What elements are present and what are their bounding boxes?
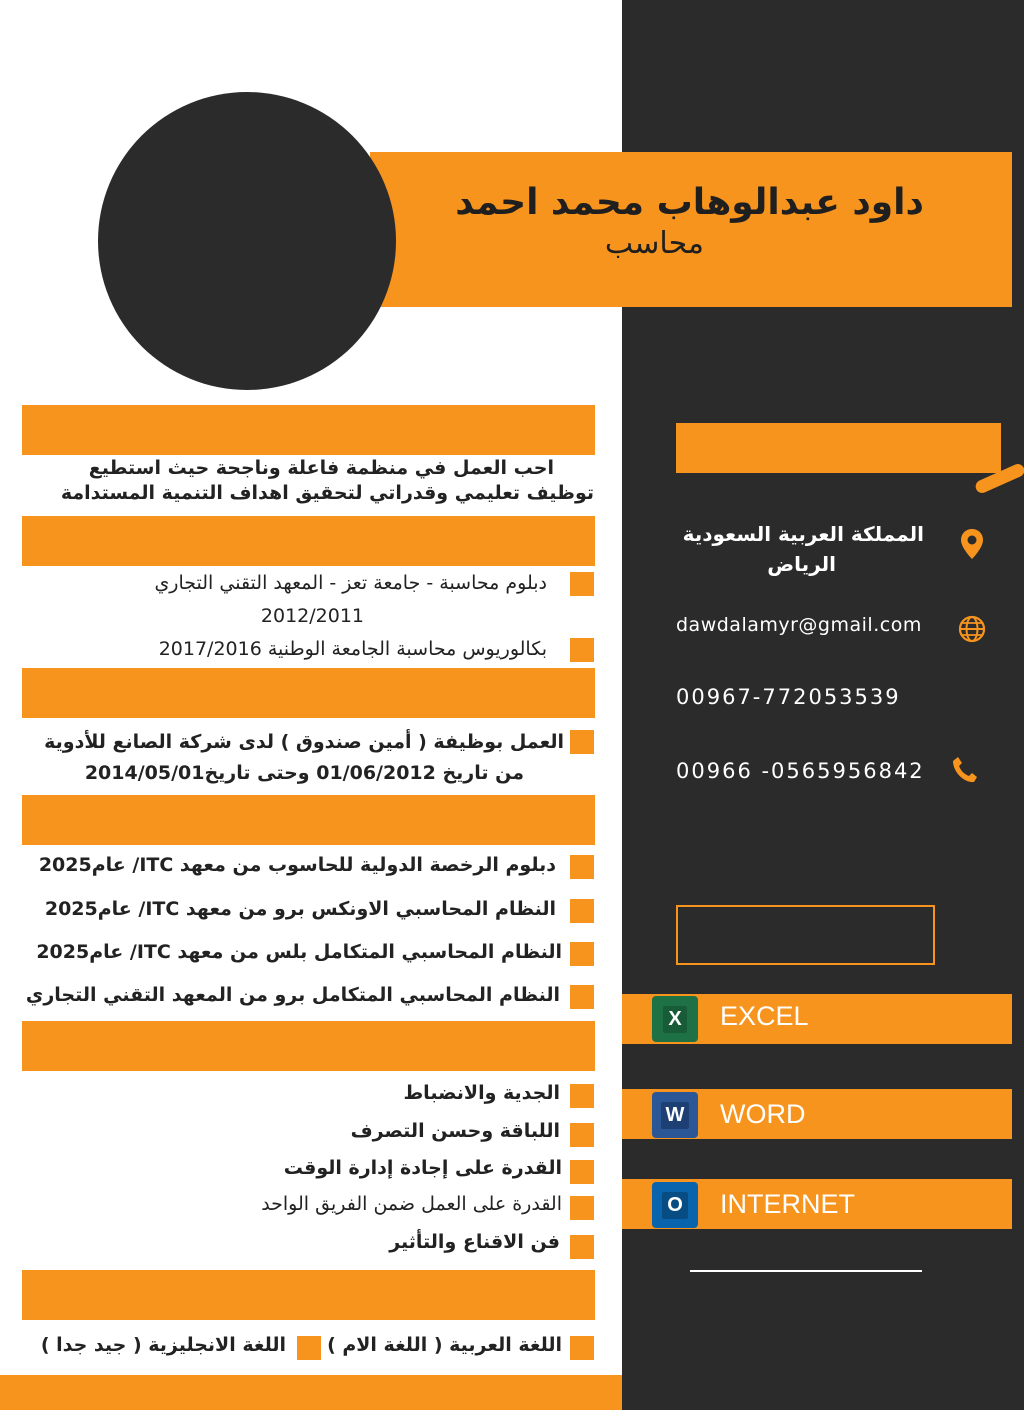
skill-label-internet: INTERNET [720,1189,855,1219]
bullet-square [570,1336,594,1360]
section-bar-qualities [22,1021,595,1071]
outlook-icon [652,1182,698,1228]
divider-line [690,1270,922,1272]
outlook-icon-letter: O [662,1192,688,1219]
experience-line-1: العمل بوظيفة ( أمين صندوق ) لدى شركة الصانع للأدوية [44,731,564,753]
bullet-square [570,855,594,879]
bullet-square [570,942,594,966]
word-icon-letter: W [661,1102,690,1129]
section-box-skills [676,905,935,965]
language-english: اللغة الانجليزية ( جيد جدا ) [40,1334,286,1356]
excel-icon [652,996,698,1042]
bullet-square [570,985,594,1009]
contact-city: الرياض [767,552,836,576]
excel-icon-letter: X [663,1006,686,1033]
quality-item: القدرة على إجادة إدارة الوقت [283,1157,562,1179]
education-item-1-years: 2012/2011 [260,605,364,627]
language-arabic: اللغة العربية ( اللغة الام ) [327,1334,562,1356]
course-item: النظام المحاسبي المتكامل برو من المعهد التقني التجاري [25,984,560,1006]
objective-line-2: توظيف تعليمي وقدراتي لتحقيق اهداف التنمية المستدامة [60,482,594,504]
section-bar-contact [676,423,1001,473]
section-bar-education [22,516,595,566]
contact-phone-2[interactable]: 00966 -0565956842 [676,759,925,783]
objective-line-1: احب العمل في منظمة فاعلة وناجحة حيث استطيع [88,457,554,479]
bullet-square [570,1160,594,1184]
quality-item: القدرة على العمل ضمن الفريق الواحد [261,1193,562,1215]
contact-email[interactable]: dawdalamyr@gmail.com [676,614,922,636]
education-item-2: بكالوريوس محاسبة الجامعة الوطنية 2017/2016 [158,638,547,660]
footer-bar [0,1375,622,1410]
bullet-square [570,572,594,596]
globe-icon [958,615,986,643]
full-name: داود عبدالوهاب محمد احمد [455,182,924,223]
bullet-square [570,1235,594,1259]
section-bar-experience [22,668,595,718]
bullet-square [570,730,594,754]
course-item: النظام المحاسبي المتكامل بلس من معهد ITC/ عام2025 [36,941,562,963]
section-bar-objective [22,405,595,455]
bullet-square [570,899,594,923]
contact-phone-1[interactable]: 00967-772053539 [676,685,901,709]
skill-label-word: WORD [720,1099,806,1129]
course-item: دبلوم الرخصة الدولية للحاسوب من معهد ITC/ عام2025 [38,854,556,876]
quality-item: الجدية والانضباط [403,1082,560,1104]
education-item-1: دبلوم محاسبة - جامعة تعز - المعهد التقني التجاري [154,572,547,594]
word-icon [652,1092,698,1138]
phone-icon [950,755,978,785]
quality-item: فن الاقناع والتأثير [389,1231,560,1253]
section-bar-courses [22,795,595,845]
bullet-square [570,638,594,662]
section-bar-languages [22,1270,595,1320]
bullet-square [570,1196,594,1220]
bullet-square [570,1084,594,1108]
skill-label-excel: EXCEL [720,1001,809,1031]
contact-country: المملكة العربية السعودية [682,522,924,546]
bullet-square [570,1123,594,1147]
course-item: النظام المحاسبي الاونكس برو من معهد ITC/ عام2025 [44,898,556,920]
experience-line-2: من تاريخ 01/06/2012 وحتى تاريخ2014/05/01 [84,762,524,784]
quality-item: اللباقة وحسن التصرف [350,1120,560,1142]
location-pin-icon [960,528,984,560]
bullet-square [297,1336,321,1360]
profile-photo-placeholder [98,92,396,390]
job-title: محاسب [604,226,704,261]
